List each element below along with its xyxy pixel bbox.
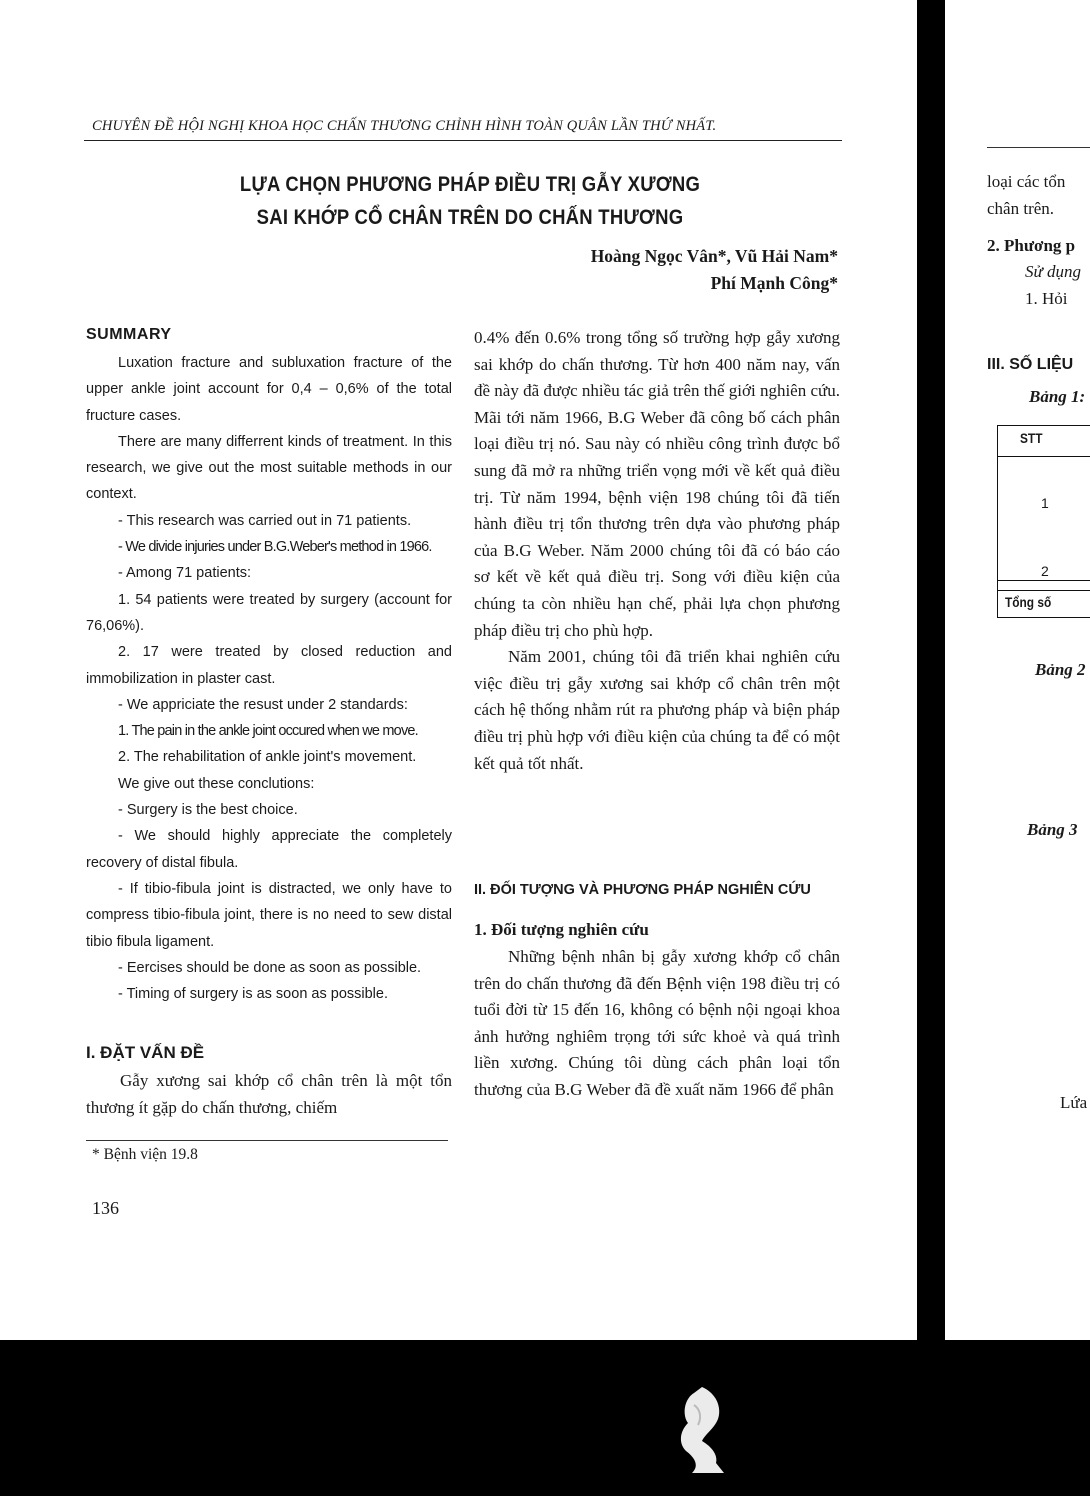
table-1-header-stt: STT xyxy=(1019,430,1043,446)
section-1-body xyxy=(86,1068,452,1121)
summary-paragraph: - Among 71 patients: xyxy=(118,565,251,582)
table-1-total: Tổng số xyxy=(1005,594,1052,610)
summary-paragraph: - We should highly appreciate the completely recovery of distal fibula. xyxy=(86,828,452,871)
summary-paragraph: - Timing of surgery is as soon as possible. xyxy=(118,986,388,1003)
book-spine xyxy=(917,0,945,1340)
summary-paragraph: 2. 17 were treated by closed reduction and immobilization in plaster cast. xyxy=(86,644,452,687)
table-1-rule xyxy=(997,456,1090,457)
right-page-header-rule xyxy=(987,147,1090,148)
right-page-list-item: 1. Hỏi xyxy=(1025,289,1068,308)
right-page-text-line: Lứa xyxy=(1060,1093,1088,1112)
column-2-paragraph: Những bệnh nhân bị gẫy xương khớp cổ chân trên do chấn thương đã đến Bệnh viện 198 điều trị có tuổi đời từ 15 đến 16, không có bệnh nội ngoại khoa ảnh hưởng nghiêm trọng tới sức khoẻ và quá trình liền xương. Chúng tôi dùng cách phân loại tổn thương của B.G Weber đã đề xuất năm 1966 để phân xyxy=(474,947,840,1099)
footnote: * Bệnh viện 19.8 xyxy=(92,1146,198,1163)
summary-paragraph: We give out these conclutions: xyxy=(118,775,315,792)
scan-shadow-band xyxy=(0,1340,1090,1496)
summary-paragraph: 1. The pain in the ankle joint occured when we move. xyxy=(118,723,418,740)
column-2-paragraph: 0.4% đến 0.6% trong tổng số trường hợp gẫy xương sai khớp do chấn thương. Từ hơn 400 năm nay, vấn đề này đã được nhiều tác giả trên thế giới nghiên cứu. Mãi tới năm 1966, B.G Weber đã công bố cách phân loại điều trị nó. Sau này có nhiều công trình được bổ sung đã mở ra những triển vọng mới về kết quả điều trị. Từ năm 1994, bệnh viện 198 chúng tôi đã tiến hành điều trị tổn thương trên dựa vào phương pháp của B.G Weber. Năm 2000 chúng tôi đã có báo cáo sơ kết về kết quả điều trị. Song với điều kiện của chúng ta còn nhiều hạn chế, phải lựa chọn phương pháp điều trị cho phù hợp. xyxy=(474,328,840,640)
authors-line-2: Phí Mạnh Công* xyxy=(710,273,838,293)
column-2-body xyxy=(474,325,840,777)
article-title-line-2: SAI KHỚP CỔ CHÂN TRÊN DO CHẤN THƯƠNG xyxy=(256,205,684,229)
right-page-subheading: 2. Phương p xyxy=(987,236,1076,255)
summary-body xyxy=(86,350,452,1007)
summary-paragraph: - If tibio-fibula joint is distracted, we only have to compress tibio-fibula joint, there is no need to sew distal tibio fibula ligament. xyxy=(86,880,452,950)
summary-paragraph: - We divide injuries under B.G.Weber's method in 1966. xyxy=(118,539,432,556)
table-1-rule xyxy=(997,580,1090,581)
subsection-heading: 1. Đối tượng nghiên cứu xyxy=(474,920,649,939)
summary-paragraph: Luxation fracture and subluxation fracture of the upper ankle joint account for 0,4 – 0,6% of the total fructure cases. xyxy=(86,355,452,424)
section-2-heading: II. ĐỐI TƯỢNG VÀ PHƯƠNG PHÁP NGHIÊN CỨU xyxy=(474,882,811,898)
page-number: 136 xyxy=(92,1198,119,1218)
column-2-body-lower xyxy=(474,944,840,1104)
footnote-rule xyxy=(86,1140,448,1141)
table-1-rule xyxy=(997,617,1090,618)
summary-paragraph: - Eercises should be done as soon as possible. xyxy=(118,959,422,976)
summary-paragraph: There are many differrent kinds of treatment. In this research, we give out the most suitable methods in our context. xyxy=(86,433,452,503)
column-2-paragraph: Năm 2001, chúng tôi đã triển khai nghiên cứu việc điều trị gẫy xương sai khớp cổ chân trên một cách hệ thống nhằm rút ra phương pháp và biện pháp điều trị phù hợp với điều kiện của chúng ta để có một kết quả tốt nhất. xyxy=(474,647,840,773)
right-page-italic-line: Sử dụng xyxy=(1025,262,1082,281)
table-3-caption: Bảng 3 xyxy=(1027,820,1078,839)
summary-paragraph: - Surgery is the best choice. xyxy=(118,802,298,819)
right-page-fragment xyxy=(945,0,1090,1340)
right-page-text-line: chân trên. xyxy=(987,199,1055,218)
running-header: CHUYÊN ĐỀ HỘI NGHỊ KHOA HỌC CHẤN THƯƠNG CHỈNH HÌNH TOÀN QUÂN LẦN THỨ NHẤT. xyxy=(92,118,717,134)
table-1-caption: Bảng 1: xyxy=(1029,387,1086,406)
header-rule xyxy=(84,140,842,141)
table-2-caption: Bảng 2 xyxy=(1035,660,1086,679)
scan-artifact-icon xyxy=(672,1385,728,1475)
section-1-heading: I. ĐẶT VẤN ĐỀ xyxy=(86,1043,205,1062)
authors-line-1: Hoàng Ngọc Vân*, Vũ Hải Nam* xyxy=(590,246,838,266)
article-title-line-1: LỰA CHỌN PHƯƠNG PHÁP ĐIỀU TRỊ GẪY XƯƠNG xyxy=(239,172,701,196)
summary-heading: SUMMARY xyxy=(86,326,172,343)
table-1-cell: 2 xyxy=(1041,563,1049,579)
table-1-rule xyxy=(997,425,998,617)
right-page-text-line: loại các tổn xyxy=(987,172,1066,191)
table-1-cell: 1 xyxy=(1041,495,1049,511)
right-page-section-heading: III. SỐ LIỆU xyxy=(987,356,1074,373)
summary-paragraph: 2. The rehabilitation of ankle joint's movement. xyxy=(118,749,417,766)
table-1-rule xyxy=(997,425,1090,426)
summary-paragraph: - We appriciate the resust under 2 standards: xyxy=(118,696,408,713)
summary-paragraph: 1. 54 patients were treated by surgery (account for 76,06%). xyxy=(86,591,452,634)
table-1-rule xyxy=(997,590,1090,591)
section-1-paragraph: Gẫy xương sai khớp cổ chân trên là một tổn thương ít gặp do chấn thương, chiếm xyxy=(86,1071,452,1117)
summary-paragraph: - This research was carried out in 71 patients. xyxy=(118,512,412,529)
